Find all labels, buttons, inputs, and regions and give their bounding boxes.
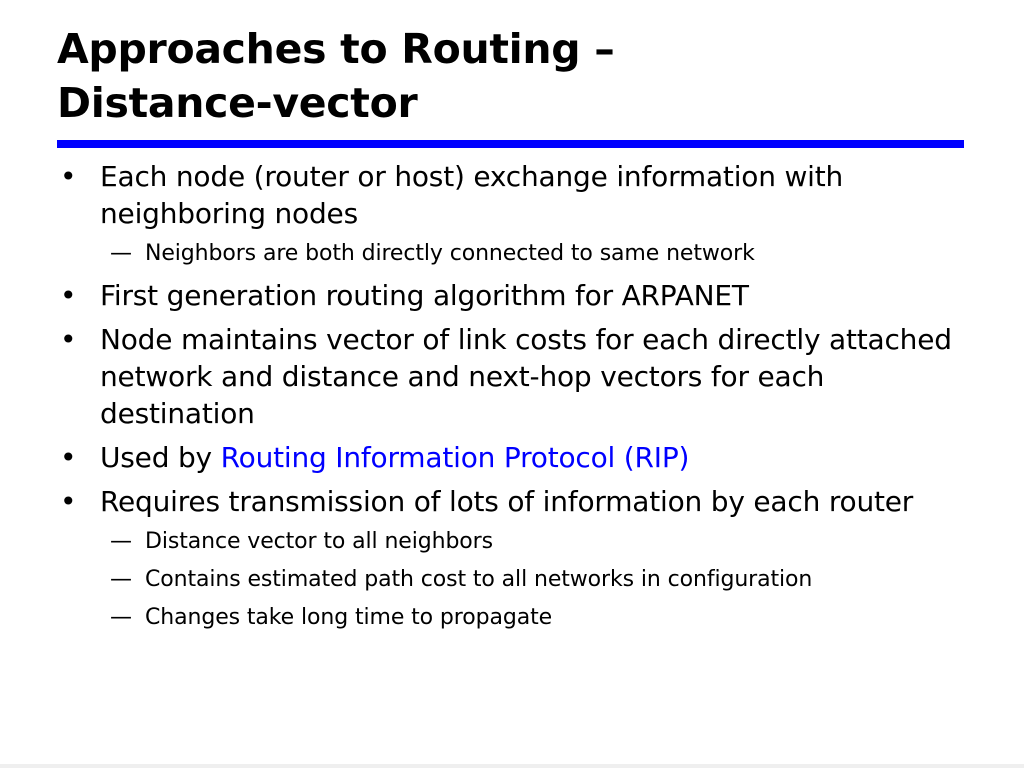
- bullet-dot-icon: •: [60, 279, 77, 312]
- bullet-text: Each node (router or host) exchange information with neighboring nodes: [100, 160, 844, 230]
- sub-bullet-text: Changes take long time to propagate: [145, 605, 553, 630]
- sub-bullet-item: [110, 603, 960, 633]
- bullet-list: [60, 158, 960, 641]
- sub-bullet-text: Distance vector to all neighbors: [145, 529, 493, 554]
- sub-bullet-item: [110, 239, 960, 269]
- bullet-item: [60, 483, 960, 520]
- title-line-1: Approaches to Routing –: [57, 25, 615, 73]
- bullet-text: First generation routing algorithm for ARPANET: [100, 279, 749, 312]
- sub-bullet-item: [110, 565, 960, 595]
- title-line-2: Distance-vector: [57, 79, 418, 127]
- bullet-text: Node maintains vector of link costs for each directly attached network and distance and next-hop vectors for each destination: [100, 323, 952, 430]
- sub-bullet-text: Neighbors are both directly connected to same network: [145, 241, 755, 266]
- bullet-dot-icon: •: [60, 160, 77, 193]
- bullet-dot-icon: •: [60, 485, 77, 518]
- sub-bullet-item: [110, 527, 960, 557]
- bullet-dot-icon: •: [60, 441, 77, 474]
- dash-icon: —: [110, 529, 132, 554]
- bullet-text-prefix: Used by: [100, 441, 221, 474]
- dash-icon: —: [110, 241, 132, 266]
- bullet-item: [60, 277, 960, 314]
- rip-link[interactable]: Routing Information Protocol (RIP): [220, 441, 690, 474]
- dash-icon: —: [110, 567, 132, 592]
- bullet-item: [60, 439, 960, 476]
- bottom-scroll-strip: [0, 764, 1024, 768]
- bullet-item: [60, 321, 960, 432]
- dash-icon: —: [110, 605, 132, 630]
- title-underline: [57, 140, 964, 148]
- sub-bullet-text: Contains estimated path cost to all networks in configuration: [145, 567, 813, 592]
- bullet-text: Requires transmission of lots of information by each router: [100, 485, 914, 518]
- slide-title: [57, 22, 615, 130]
- bullet-item: [60, 158, 960, 232]
- bullet-dot-icon: •: [60, 323, 77, 356]
